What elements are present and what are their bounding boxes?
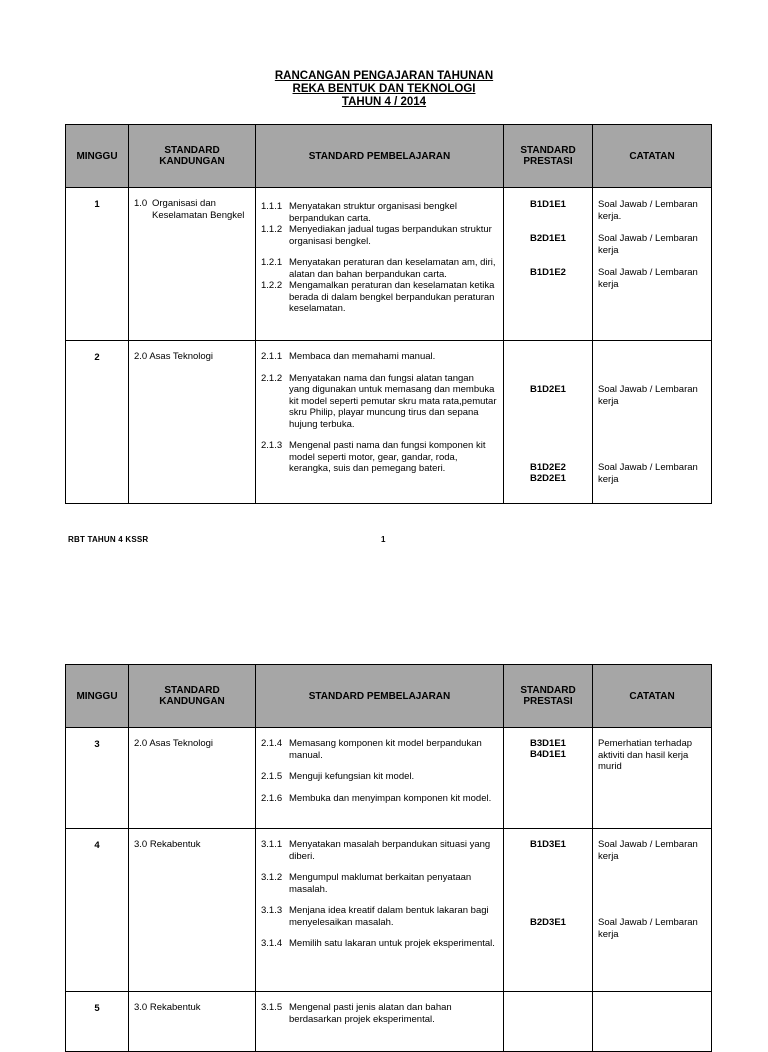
catatan: Soal Jawab / Lembaran kerja. Soal Jawab / Lembaran kerja Soal Jawab / Lembaran kerja <box>593 188 712 341</box>
standard-pembelajaran <box>256 188 504 341</box>
header-catatan: CATATAN <box>593 665 712 728</box>
title-line-3: TAHUN 4 / 2014 <box>341 96 427 108</box>
list-item: 2.1.4 Memasang komponen kit model berpandukan manual. <box>261 738 482 761</box>
standard-prestasi: B1D3E1 B2D3E1 <box>504 829 593 992</box>
table-row <box>66 728 712 829</box>
list-item: 3.1.3 Menjana idea kreatif dalam bentuk lakaran bagi menyelesaikan masalah. <box>261 905 489 928</box>
list-item: 3.1.1 Menyatakan masalah berpandukan situasi yang diberi. <box>261 839 491 862</box>
header-standard-pembelajaran: STANDARD PEMBELAJARAN <box>256 665 504 728</box>
list-item: 1.1.1 Menyatakan struktur organisasi bengkel berpandukan carta. <box>261 201 457 224</box>
standard-pembelajaran <box>256 728 504 829</box>
list-item: 3.1.5 Mengenal pasti jenis alatan dan bahan berdasarkan projek eksperimental. <box>261 1002 452 1025</box>
standard-pembelajaran <box>256 341 504 504</box>
list-item: 1.2.2 Mengamalkan peraturan dan keselamatan ketika berada di dalam bengkel berpandukan peraturan keselamatan. <box>261 280 495 314</box>
standard-pembelajaran <box>256 829 504 992</box>
standard-prestasi <box>504 992 593 1052</box>
catatan: Pemerhatian terhadap aktiviti dan hasil kerja murid <box>593 728 712 829</box>
standard-pembelajaran <box>256 992 504 1052</box>
standard-kandungan: 2.0 Asas Teknologi <box>129 728 256 829</box>
list-item: 2.1.5 Menguji kefungsian kit model. <box>261 771 415 782</box>
list-item: 1.2.1 Menyatakan peraturan dan keselamatan am, diri, alatan dan bahan berpandukan carta. <box>261 257 496 280</box>
table-row <box>66 188 712 341</box>
header-minggu: MINGGU <box>66 665 129 728</box>
page-number: 1 <box>381 535 386 544</box>
standard-prestasi: B1D2E1 B1D2E2 B2D2E1 <box>504 341 593 504</box>
header-standard-pembelajaran: STANDARD PEMBELAJARAN <box>256 125 504 188</box>
header-catatan: CATATAN <box>593 125 712 188</box>
table-row <box>66 992 712 1052</box>
list-item: 3.1.4 Memilih satu lakaran untuk projek eksperimental. <box>261 938 495 949</box>
document-title <box>0 70 768 109</box>
header-standard-kandungan: STANDARD KANDUNGAN <box>129 125 256 188</box>
title-line-2: REKA BENTUK DAN TEKNOLOGI <box>292 83 476 95</box>
week-number: 2 <box>66 341 129 504</box>
list-item: 2.1.3 Mengenal pasti nama dan fungsi komponen kit model seperti motor, gear, gandar, roda, kerangka, suis dan pemegang bateri. <box>261 440 486 474</box>
header-minggu: MINGGU <box>66 125 129 188</box>
footer-label: RBT TAHUN 4 KSSR <box>68 535 149 544</box>
lesson-plan-table-1 <box>65 124 712 504</box>
header-standard-kandungan: STANDARD KANDUNGAN <box>129 665 256 728</box>
table-row <box>66 341 712 504</box>
header-standard-prestasi: STANDARD PRESTASI <box>504 665 593 728</box>
header-standard-prestasi: STANDARD PRESTASI <box>504 125 593 188</box>
list-item: 2.1.1 Membaca dan memahami manual. <box>261 351 436 362</box>
list-item: 2.1.2 Menyatakan nama dan fungsi alatan tangan yang digunakan untuk memasang dan membuka kit model seperti pemutar skru mata rata,pemutar skru Philip, playar muncung tirus dan sepana hujung terbuka. <box>261 372 497 430</box>
catatan: Soal Jawab / Lembaran kerja Soal Jawab / Lembaran kerja <box>593 829 712 992</box>
week-number: 5 <box>66 992 129 1052</box>
list-item: 3.1.2 Mengumpul maklumat berkaitan penyataan masalah. <box>261 872 472 895</box>
table-header-row <box>66 125 712 188</box>
list-item: 1.1.2 Menyediakan jadual tugas berpandukan struktur organisasi bengkel. <box>261 224 492 247</box>
lesson-plan-table-2 <box>65 664 712 1052</box>
catatan <box>593 992 712 1052</box>
standard-kandungan: 3.0 Rekabentuk <box>129 992 256 1052</box>
standard-kandungan: 2.0 Asas Teknologi <box>129 341 256 504</box>
standard-prestasi: B1D1E1 B2D1E1 B1D1E2 <box>504 188 593 341</box>
standard-kandungan: 1.0 Organisasi dan Keselamatan Bengkel <box>129 188 256 341</box>
list-item: 2.1.6 Membuka dan menyimpan komponen kit model. <box>261 792 492 804</box>
table-row <box>66 829 712 992</box>
standard-kandungan: 3.0 Rekabentuk <box>129 829 256 992</box>
standard-prestasi: B3D1E1 B4D1E1 <box>504 728 593 829</box>
week-number: 1 <box>66 188 129 341</box>
title-line-1: RANCANGAN PENGAJARAN TAHUNAN <box>274 70 494 82</box>
catatan: Soal Jawab / Lembaran kerja Soal Jawab / Lembaran kerja <box>593 341 712 504</box>
table-header-row <box>66 665 712 728</box>
week-number: 3 <box>66 728 129 829</box>
week-number: 4 <box>66 829 129 992</box>
